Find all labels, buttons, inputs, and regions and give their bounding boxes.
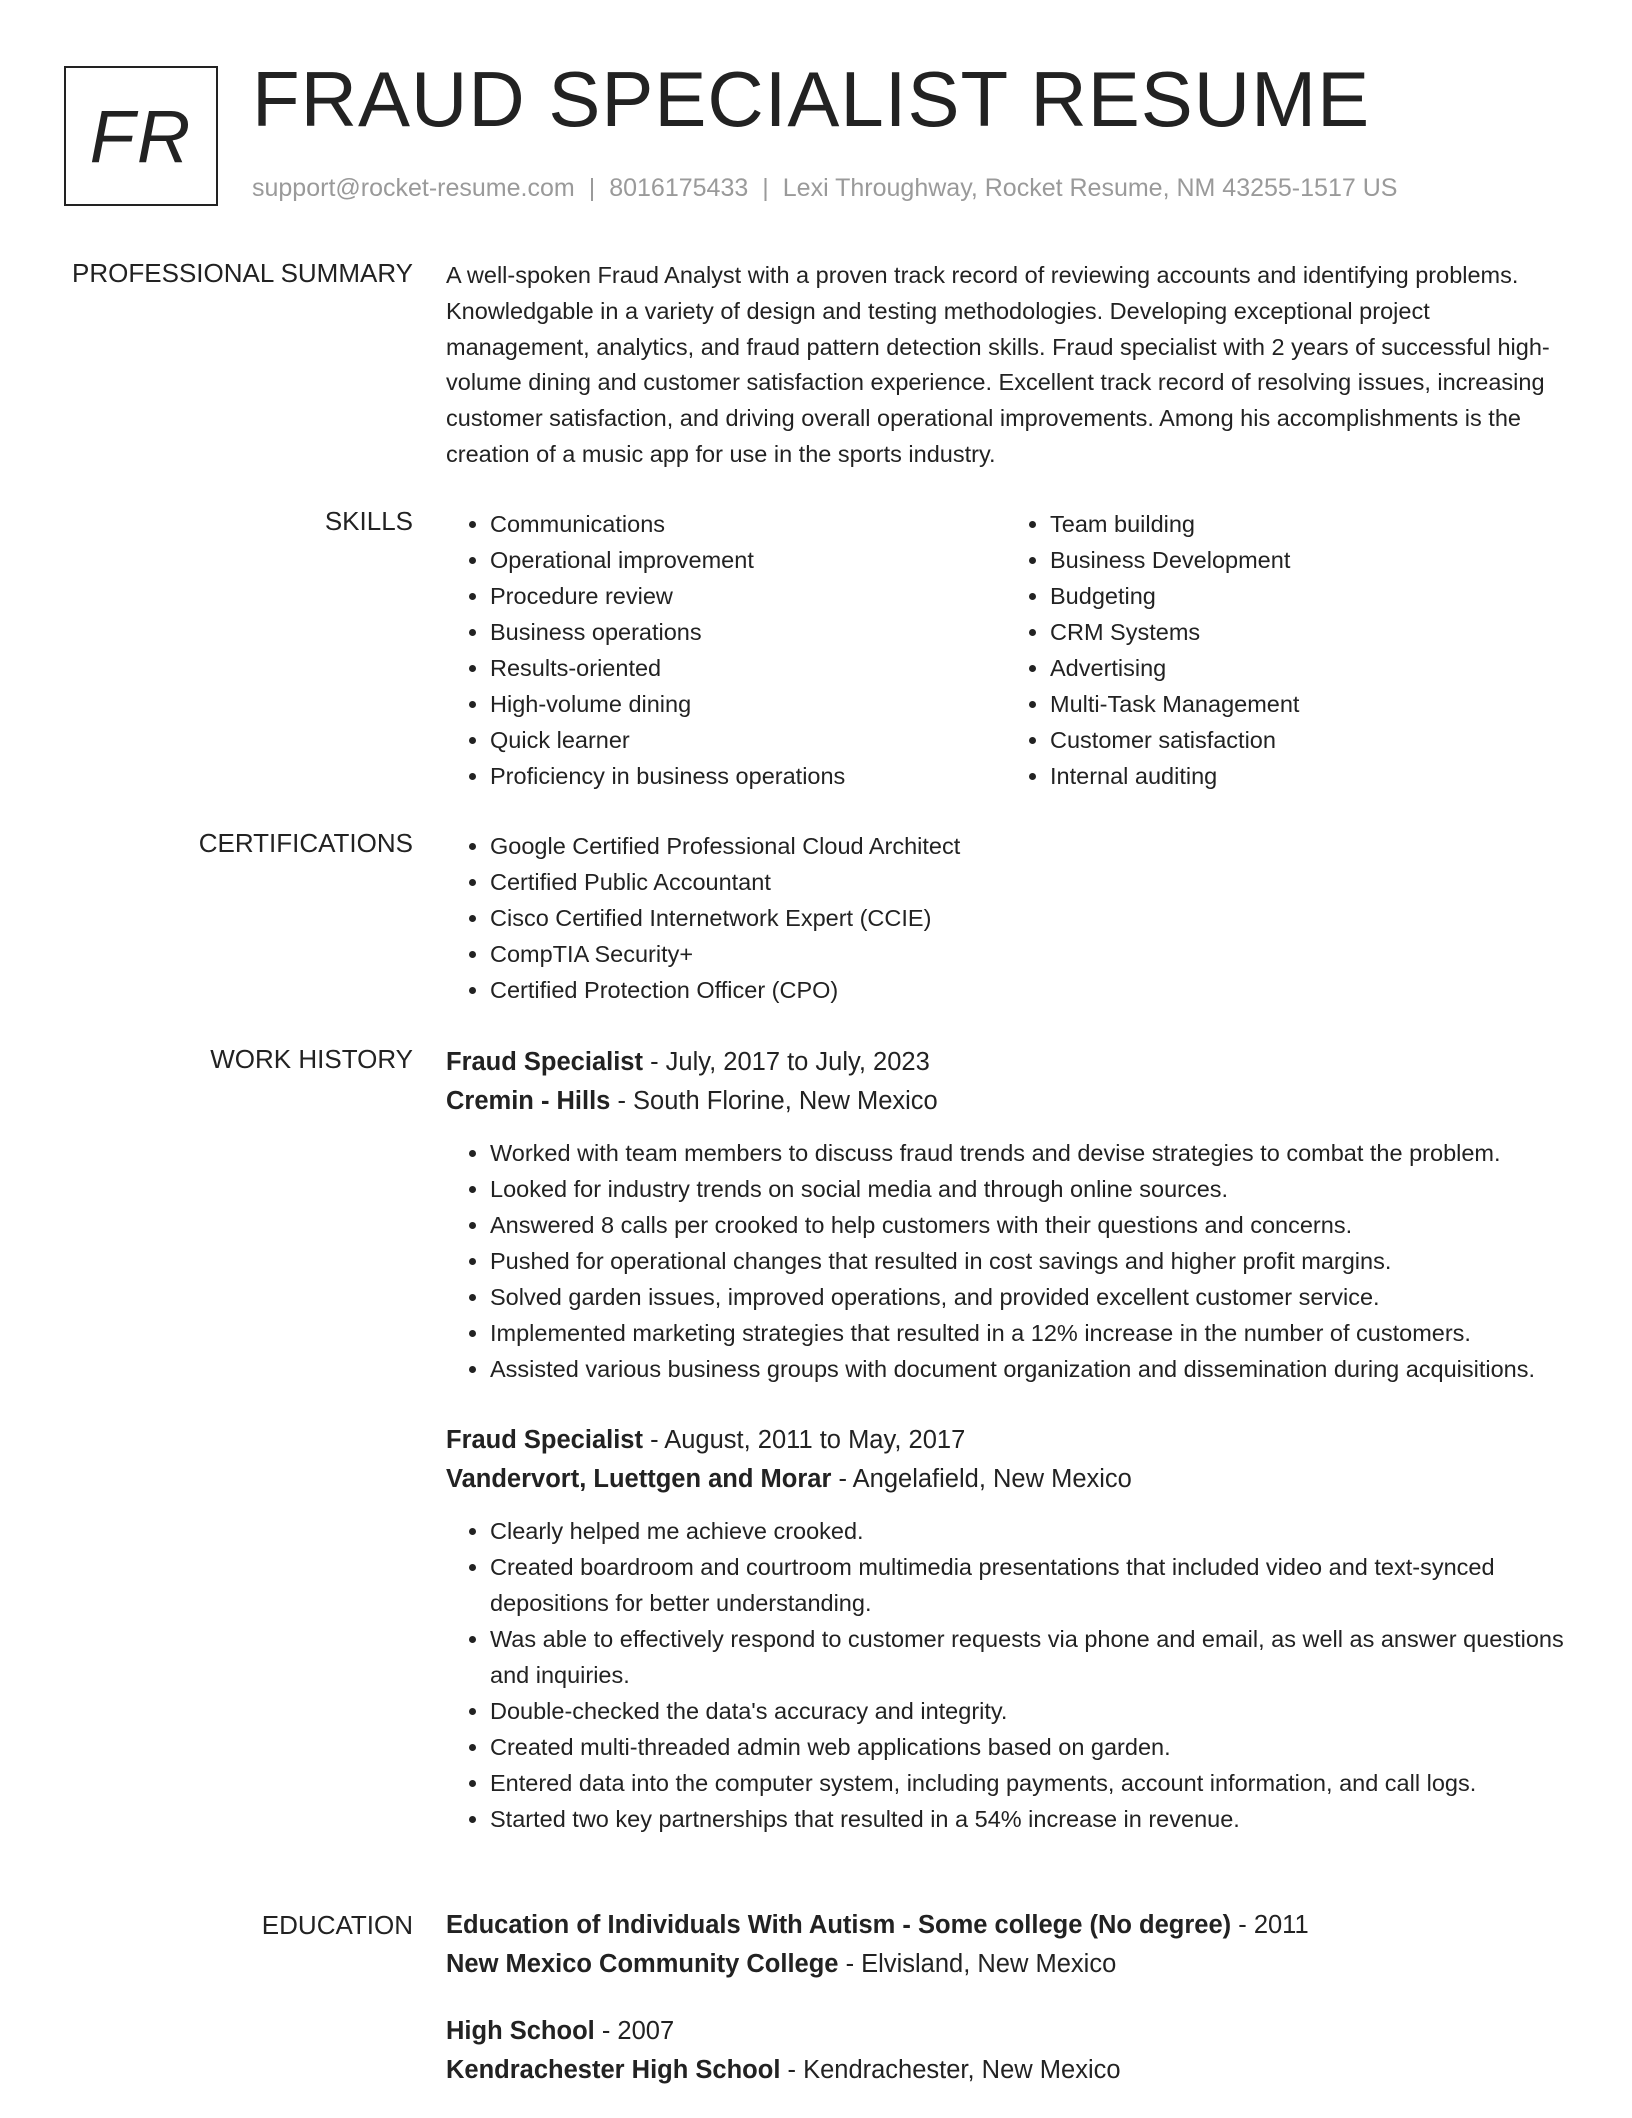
skill-item: • Results-oriented [490,650,1006,686]
job-title: Fraud Specialist [446,1048,643,1076]
job-company: Cremin - Hills [446,1087,611,1115]
summary-text: A well-spoken Fraud Analyst with a proven track record of reviewing accounts and identifying problems. Knowledgable in a variety of design and testing methodologies. Developing exceptional project management, analytics, and fraud pattern detection skills. Fraud specialist with 2 years of successful high-volume dining and customer satisfaction experience. Excellent track record of resolving issues, increasing customer satisfaction, and driving overall operational improvements. Among his accomplishments is the creation of a music app for use in the sports industry. [446,262,1550,467]
monogram-box [64,66,218,206]
skill-item: • Business Development [1050,542,1566,578]
education-location: - Kendrachester, New Mexico [780,2056,1121,2084]
certification-item: • Certified Protection Officer (CPO) [490,972,1566,1008]
job-bullet: • Created multi-threaded admin web applications based on garden. [490,1729,1566,1765]
skills-column-left [446,506,1006,794]
certifications-items [446,828,1566,1008]
job-company-line [446,1460,1566,1499]
job-bullet: • Answered 8 calls per crooked to help customers with their questions and concerns. [490,1207,1566,1243]
skill-item: • Communications [490,506,1006,542]
job-location: - South Florine, New Mexico [610,1087,938,1115]
skill-item: • Operational improvement [490,542,1006,578]
skill-item: • Proficiency in business operations [490,758,1006,794]
job-dates: - July, 2017 to July, 2023 [642,1048,930,1076]
summary-label: PROFESSIONAL SUMMARY [72,258,413,288]
skill-item: • Business operations [490,614,1006,650]
education-year: - 2011 [1231,1911,1309,1939]
education-school-line [446,1945,1566,1984]
job-bullet: • Assisted various business groups with document organization and dissemination during acquisitions. [490,1351,1566,1387]
skill-item: • Customer satisfaction [1050,722,1566,758]
education-school: Kendrachester High School [446,2056,781,2084]
job-bullet: • Double-checked the data's accuracy and integrity. [490,1693,1566,1729]
skill-item: • High-volume dining [490,686,1006,722]
job-bullet: • Looked for industry trends on social media and through online sources. [490,1171,1566,1207]
skill-item: • CRM Systems [1050,614,1566,650]
education-year: - 2007 [594,2017,675,2045]
job-bullet: • Was able to effectively respond to customer requests via phone and email, as well as answer questions and inquiries. [490,1621,1566,1693]
education-entry [446,1906,1566,1984]
certification-item: • Google Certified Professional Cloud Architect [490,828,1566,864]
job-entry [446,1421,1566,1837]
skill-item: • Quick learner [490,722,1006,758]
skill-item: • Advertising [1050,650,1566,686]
contact-separator: | [762,174,769,202]
skills-label: SKILLS [324,506,413,536]
skill-item: • Internal auditing [1050,758,1566,794]
job-title: Fraud Specialist [446,1426,643,1454]
monogram-initials: FR [89,94,193,178]
work-history [446,1043,1566,1837]
skill-item: • Procedure review [490,578,1006,614]
job-bullet: • Pushed for operational changes that resulted in cost savings and higher profit margins. [490,1243,1566,1279]
resume-title: FRAUD SPECIALIST RESUME [252,55,1371,143]
education-degree: Education of Individuals With Autism - Some college (No degree) [446,1911,1232,1939]
job-bullet: • Implemented marketing strategies that resulted in a 12% increase in the number of customers. [490,1315,1566,1351]
education-school: New Mexico Community College [446,1950,839,1978]
job-bullet: • Worked with team members to discuss fraud trends and devise strategies to combat the problem. [490,1135,1566,1171]
job-bullet: • Started two key partnerships that resulted in a 54% increase in revenue. [490,1801,1566,1837]
skill-item: • Budgeting [1050,578,1566,614]
job-bullet: • Solved garden issues, improved operations, and provided excellent customer service. [490,1279,1566,1315]
education-location: - Elvisland, New Mexico [838,1950,1117,1978]
contact-email: support@rocket-resume.com [252,174,575,202]
job-dates: - August, 2011 to May, 2017 [642,1426,966,1454]
job-company: Vandervort, Luettgen and Morar [446,1465,832,1493]
certification-item: • CompTIA Security+ [490,936,1566,972]
job-title-line [446,1043,1566,1082]
education-entry [446,2012,1566,2090]
education-label: EDUCATION [261,1910,413,1940]
certification-item: • Certified Public Accountant [490,864,1566,900]
skill-item: • Team building [1050,506,1566,542]
job-location: - Angelafield, New Mexico [831,1465,1132,1493]
skills-list [446,506,1566,794]
job-company-line [446,1082,1566,1121]
contact-phone: 8016175433 [609,174,749,202]
contact-separator: | [588,174,596,202]
job-entry [446,1043,1566,1387]
certification-item: • Cisco Certified Internetwork Expert (CCIE) [490,900,1566,936]
education-degree: High School [446,2017,595,2045]
job-bullet: • Created boardroom and courtroom multimedia presentations that included video and text-synced depositions for better understanding. [490,1549,1566,1621]
skills-column-right [1006,506,1566,794]
job-bullet: • Entered data into the computer system, including payments, account information, and call logs. [490,1765,1566,1801]
certifications-list [446,828,1566,1008]
work-history-label: WORK HISTORY [210,1044,413,1074]
job-title-line [446,1421,1566,1460]
contact-line [252,174,1397,203]
education-degree-line [446,1906,1566,1945]
job-bullets [446,1513,1566,1837]
education-list [446,1906,1566,2118]
certifications-label: CERTIFICATIONS [198,828,413,858]
job-bullet: • Clearly helped me achieve crooked. [490,1513,1566,1549]
skill-item: • Multi-Task Management [1050,686,1566,722]
education-degree-line [446,2012,1566,2051]
education-school-line [446,2051,1566,2090]
contact-address: Lexi Throughway, Rocket Resume, NM 43255-1517 US [782,174,1398,202]
job-bullets [446,1135,1566,1387]
